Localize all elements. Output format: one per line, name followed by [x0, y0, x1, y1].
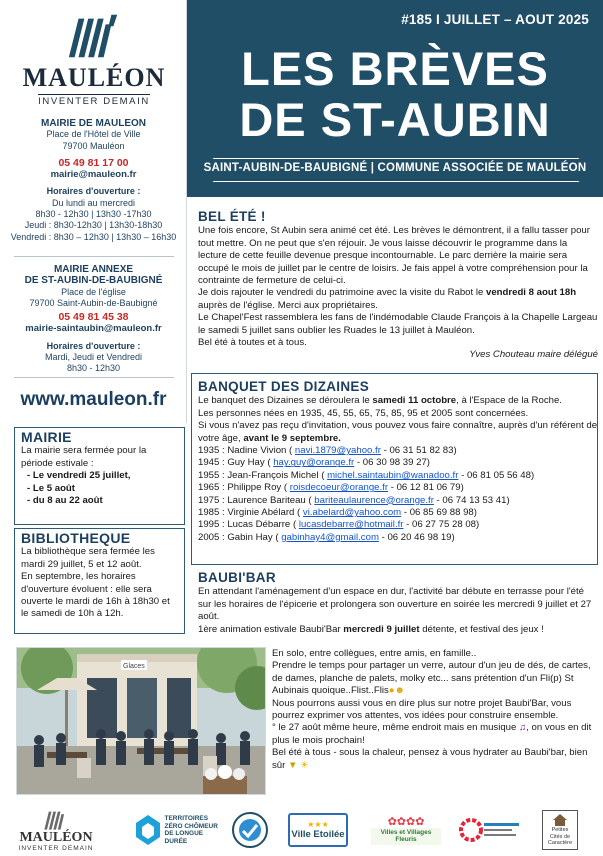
subtitle-rule — [213, 158, 579, 159]
villes-fleuris-logo — [371, 808, 441, 852]
terrace-photo-image — [17, 648, 266, 795]
mairie-closure-intro: La mairie sera fermée pour la période estivale : — [21, 445, 147, 469]
referent-row — [198, 445, 598, 457]
referent-year: 1945 — [198, 457, 220, 469]
baubibar-text: 1ère animation estivale Baubi'Bar — [198, 623, 344, 635]
mairie-mauleon-hours-line: 8h30 - 12h30 | 13h30 -17h30 — [35, 209, 152, 220]
separator: ) — [473, 507, 477, 519]
baubibar-text: , on vous en dit plus le mois prochain! — [272, 722, 592, 746]
referent-email-link[interactable]: gabinhay4@gmail.com — [281, 531, 379, 543]
sdg-logo — [455, 808, 525, 852]
separator: ( — [318, 469, 328, 481]
baubibar-date: mercredi 9 juillet — [343, 623, 420, 635]
bel-ete-paragraph — [198, 287, 598, 312]
referent-name: Lucas Débarre — [227, 519, 291, 531]
referent-row — [198, 457, 598, 469]
referent-phone: 06 30 98 39 27 — [362, 457, 427, 469]
mairie-closure-title: MAIRIE — [21, 429, 72, 445]
shop-sign: Glaces — [123, 663, 145, 670]
mauleon-logo-mark-icon — [65, 10, 123, 60]
sun-icon: ☀ — [300, 759, 309, 771]
sidebar-divider — [14, 256, 174, 257]
bel-ete-paragraph: Bel été à toutes et à tous. — [198, 337, 307, 349]
mairie-mauleon-hours-line: Vendredi : 8h30 – 12h30 | 13h30 – 16h30 — [10, 231, 177, 242]
baubibar-side-paragraph: Nous pourrons aussi vous en dire plus sur notre projet Baubi'Bar, vous pourrez exprimer vos attentes, vos idées pour construire ensemble. — [272, 697, 572, 722]
baubibar-title: BAUBI'BAR — [198, 570, 276, 585]
bel-ete-paragraph: Le Chapel'Fest rassemblera les fans de l'indémodable Claude François à la Chapelle Largeau le samedi 5 juillet sans oublier les Ruades le 13 juillet à Mauléon. — [198, 312, 598, 336]
referent-phone: 06 31 51 82 83 — [389, 445, 454, 457]
article-banquet — [198, 381, 598, 544]
separator: ( — [281, 482, 290, 494]
separator: - — [458, 469, 467, 481]
referent-row — [198, 507, 598, 519]
separator: ) — [530, 469, 535, 481]
separator: - — [433, 494, 443, 506]
referent-name: Nadine Vivion — [227, 445, 287, 457]
page-title-line1: LES BRÈVES — [241, 42, 549, 95]
baubibar-text: Prendre le temps pour partager un verre, autour d'un jeu de dés, de cartes, de dames, planche de palets, molky etc... sans prétention d'un Fli(p) St Aubinais quoique..Flist..Flis — [272, 660, 591, 697]
referent-email-link[interactable]: vi.abelard@yahoo.com — [302, 507, 402, 519]
logo-name: MAULÉON — [22, 63, 166, 92]
referent-name: Philippe Roy — [227, 482, 282, 494]
mauleon-logo-mark-icon — [39, 808, 73, 831]
mairie-mauleon-email[interactable]: mairie@mauleon.fr — [50, 169, 137, 181]
referent-name: Virginie Abélard — [227, 507, 295, 519]
mairie-mauleon-address2: 79700 Mauléon — [62, 140, 125, 151]
villes-fleuris-label: Villes et Villages Fleuris — [371, 828, 441, 845]
cocktail-icon: ▼ — [288, 759, 298, 771]
mairie-annexe-address1: Place de l'église — [61, 286, 126, 297]
music-icon: ♫ — [519, 722, 527, 734]
ville-etoilee-logo — [287, 808, 349, 852]
list-item: - Le 5 août — [27, 483, 178, 495]
separator: : — [219, 482, 228, 494]
ville-etoilee-label: Ville Etoilée — [291, 828, 345, 840]
stars-icon: ★★★ — [307, 819, 329, 829]
referent-name: Guy Hay — [227, 457, 265, 469]
mairie-annexe-phone[interactable]: 05 49 81 45 38 — [58, 311, 129, 324]
separator: - — [380, 445, 390, 457]
referent-phone: 06 12 81 06 79 — [396, 482, 461, 494]
bibliotheque-box — [14, 528, 185, 634]
list-item: - Le vendredi 25 juillet, — [27, 470, 178, 482]
mairie-mauleon-phone[interactable]: 05 49 81 17 00 — [58, 156, 129, 169]
referent-year: 1955 — [198, 469, 220, 481]
footer-logos — [0, 800, 603, 856]
referent-year: 1995 — [198, 519, 220, 531]
separator: ) — [476, 519, 480, 531]
header-banner — [187, 0, 603, 197]
mairie-annexe-hours-line: 8h30 - 12h30 — [66, 363, 121, 374]
referent-phone: 06 74 13 53 41 — [442, 494, 507, 506]
sidebar — [0, 0, 187, 423]
separator: : — [219, 531, 228, 543]
separator: ) — [506, 494, 510, 506]
website-link[interactable]: www.mauleon.fr — [20, 389, 167, 410]
sidebar-divider — [14, 377, 174, 378]
referent-phone: 06 20 46 98 19 — [387, 531, 452, 543]
footer-logo-tag: INVENTER DEMAIN — [18, 844, 94, 852]
mairie-mauleon-title: MAIRIE DE MAULEON — [41, 118, 146, 129]
mairie-mauleon-hours-line: Jeudi : 8h30-12h30 | 13h30-18h30 — [24, 220, 163, 231]
referent-phone: 06 85 69 88 98 — [409, 507, 474, 519]
referent-row — [198, 482, 598, 494]
referent-row — [198, 519, 598, 531]
mairie-annexe-hours-line: Mardi, Jeudi et Vendredi — [44, 352, 143, 363]
baubibar-side-paragraph — [272, 660, 598, 697]
separator: : — [219, 519, 228, 531]
page-title-line2: DE ST-AUBIN — [239, 93, 551, 146]
referent-phone: 06 27 75 28 08 — [412, 519, 477, 531]
flowers-icon: ✿✿✿✿ — [387, 815, 425, 828]
referent-email-link[interactable]: navi.1879@yahoo.fr — [294, 445, 381, 457]
lightbulb-icon: ● — [388, 685, 395, 697]
footer-logo-name: MAULÉON — [19, 829, 93, 845]
mairie-mauleon-contact — [0, 118, 187, 243]
mairie-closure-box — [14, 427, 185, 525]
bel-ete-text: auprès de l'église. Merci aux propriétaires. — [198, 299, 378, 311]
separator: ( — [272, 531, 282, 543]
bel-ete-title: BEL ÉTÉ ! — [198, 209, 266, 224]
referent-row — [198, 470, 598, 482]
bel-ete-signature: Yves Chouteau maire délégué — [469, 349, 598, 361]
referent-phone: 06 81 05 56 48 — [466, 469, 531, 481]
sdg-wheel-icon — [459, 817, 521, 843]
list-item: - du 8 au 22 août — [27, 495, 178, 507]
referent-name: Gabin Hay — [227, 531, 273, 543]
separator: ) — [460, 482, 464, 494]
separator: ( — [294, 507, 303, 519]
separator: - — [378, 531, 388, 543]
referent-email-link[interactable]: michel.saintaubin@wanadoo.fr — [327, 469, 459, 481]
separator: : — [219, 469, 228, 481]
smile-icon: ☻ — [394, 685, 405, 697]
footer-mauleon-logo — [6, 808, 106, 852]
referent-year: 1965 — [198, 482, 220, 494]
mauleon-logo — [10, 6, 178, 110]
banquet-text: Le banquet des Dizaines se déroulera le — [198, 395, 373, 407]
baubibar-text: détente, et festival des jeux ! — [419, 623, 544, 635]
bibliotheque-title: BIBLIOTHEQUE — [21, 530, 131, 546]
referent-email-link[interactable]: roisdecoeur@orange.fr — [289, 482, 389, 494]
label-circle-logo — [230, 808, 270, 852]
separator: - — [401, 507, 410, 519]
referent-year: 1985 — [198, 507, 220, 519]
mairie-closure-list — [27, 470, 178, 507]
separator: ( — [286, 445, 295, 457]
banquet-years: Les personnes nées en 1935, 45, 55, 65, 75, 85, 95 et 2005 sont concernées. — [198, 407, 529, 419]
mairie-annexe-contact — [0, 264, 187, 375]
referent-year: 2005 — [198, 531, 220, 543]
mairie-annexe-email[interactable]: mairie-saintaubin@mauleon.fr — [25, 323, 162, 335]
separator: ( — [305, 494, 315, 506]
referent-email-link[interactable]: bariteaulaurence@orange.fr — [314, 494, 434, 506]
article-bel-ete — [198, 211, 598, 362]
separator: ) — [426, 457, 430, 469]
separator: : — [219, 457, 228, 469]
article-baubibar — [198, 572, 598, 636]
banquet-title: BANQUET DES DIZAINES — [198, 379, 370, 394]
separator: ) — [453, 445, 457, 457]
mairie-annexe-title2: DE ST-AUBIN-DE-BAUBIGNÉ — [24, 275, 163, 287]
separator: ) — [451, 531, 455, 543]
banquet-deadline: avant le 9 septembre. — [243, 432, 341, 444]
baubibar-side-paragraph — [272, 722, 598, 747]
referent-row — [198, 532, 598, 544]
baubibar-side-text — [272, 648, 598, 772]
separator: ( — [264, 457, 274, 469]
house-icon — [552, 813, 568, 827]
separator: : — [219, 494, 228, 506]
subtitle-rule — [213, 181, 579, 182]
territoires-zero-chomeur-logo — [132, 808, 224, 852]
bel-ete-text: Je dois rajouter le vendredi du patrimoine avec la visite du Rabot le — [198, 287, 486, 299]
referent-email-link[interactable]: hay.guy@orange.fr — [273, 457, 355, 469]
issue-number: #185 I JUILLET – AOUT 2025 — [401, 12, 589, 27]
petites-cites-label: Petites Cités de Caractère — [547, 827, 573, 847]
baubibar-side-paragraph: En solo, entre collègues, entre amis, en famille.. — [272, 648, 477, 659]
bel-ete-date: vendredi 8 aout 18h — [485, 287, 577, 299]
banquet-intro — [198, 395, 598, 407]
page-subtitle: SAINT-AUBIN-DE-BAUBIGNÉ | COMMUNE ASSOCIÉE DE MAULÉON — [203, 162, 587, 174]
territoires-icon — [134, 813, 162, 847]
baubibar-side-paragraph — [272, 747, 598, 772]
mairie-mauleon-hours-line: Du lundi au mercredi — [51, 197, 136, 208]
baubibar-paragraph: En attendant l'aménagement d'un espace en dur, l'activité bar débute en terrasse pour l'été sur les horaires de l'épicerie et prolongera son ouverture en soirée les mercredi 9 juillet et 27 août. — [198, 586, 592, 623]
separator: ( — [290, 519, 299, 531]
terrace-photo — [16, 647, 266, 795]
mairie-annexe-address2: 79700 Saint-Aubin-de-Baubigné — [29, 297, 158, 308]
separator: - — [403, 519, 412, 531]
referent-row — [198, 495, 598, 507]
bel-ete-paragraph: Une fois encore, St Aubin sera animé cet été. Les brèves le démontrent, il a fallu tasser pour tout mettre. On ne peut que s'en réjouir. Je vous laisse découvrir le programme dans la lecture de cette feuille devenue presque incontournable. Le parc derrière la mairie sera occupé le mois de juillet par le centre de loisirs. Je fais appel à votre compréhension pour la contrainte de fermeture de celui-ci. — [198, 225, 590, 287]
logo-tagline: INVENTER DEMAIN — [38, 96, 150, 107]
referent-year: 1935 — [198, 445, 220, 457]
banquet-text: Si vous n'avez pas reçu d'invitation, vous pouvez vous faire connaître, auprès d'un référent de votre âge, — [198, 420, 598, 444]
referent-name: Jean-François Michel — [227, 469, 319, 481]
separator: : — [219, 507, 228, 519]
baubibar-text: ° le 27 août même heure, même endroit mais en musique — [272, 722, 517, 734]
mairie-annexe-title1: MAIRIE ANNEXE — [53, 264, 134, 275]
mairie-mauleon-hours-title: Horaires d'ouverture : — [46, 186, 141, 197]
baubibar-paragraph — [198, 624, 598, 636]
bibliotheque-text: En septembre, les horaires d'ouverture évoluent : elle sera ouverte le mardi de 16h à 18h30 et le samedi de 10h à 12h. — [21, 571, 170, 620]
bibliotheque-text: La bibliothèque sera fermée les mardi 29 juillet, 5 et 12 août. — [21, 546, 155, 570]
petites-cites-logo — [540, 808, 580, 852]
separator: : — [219, 445, 228, 457]
referent-list — [198, 445, 598, 544]
banquet-text: , à l'Espace de la Roche. — [456, 395, 562, 407]
baubibar-text: Bel été à tous - sous la chaleur, pensez à vous hydrater au Baubi'bar, bien sûr — [272, 747, 588, 771]
banquet-date: samedi 11 octobre — [372, 395, 457, 407]
label-badge-icon — [231, 811, 269, 849]
referent-name: Laurence Bariteau — [227, 494, 306, 506]
banquet-info — [198, 420, 598, 445]
separator: - — [354, 457, 363, 469]
mairie-annexe-hours-title: Horaires d'ouverture : — [46, 340, 141, 351]
referent-email-link[interactable]: lucasdebarre@hotmail.fr — [298, 519, 404, 531]
separator: - — [388, 482, 397, 494]
territoires-label: TERRITOIRES ZÉRO CHÔMEUR DE LONGUE DURÉE — [164, 815, 218, 845]
referent-year: 1975 — [198, 494, 220, 506]
mairie-mauleon-address1: Place de l'Hôtel de Ville — [46, 129, 141, 140]
